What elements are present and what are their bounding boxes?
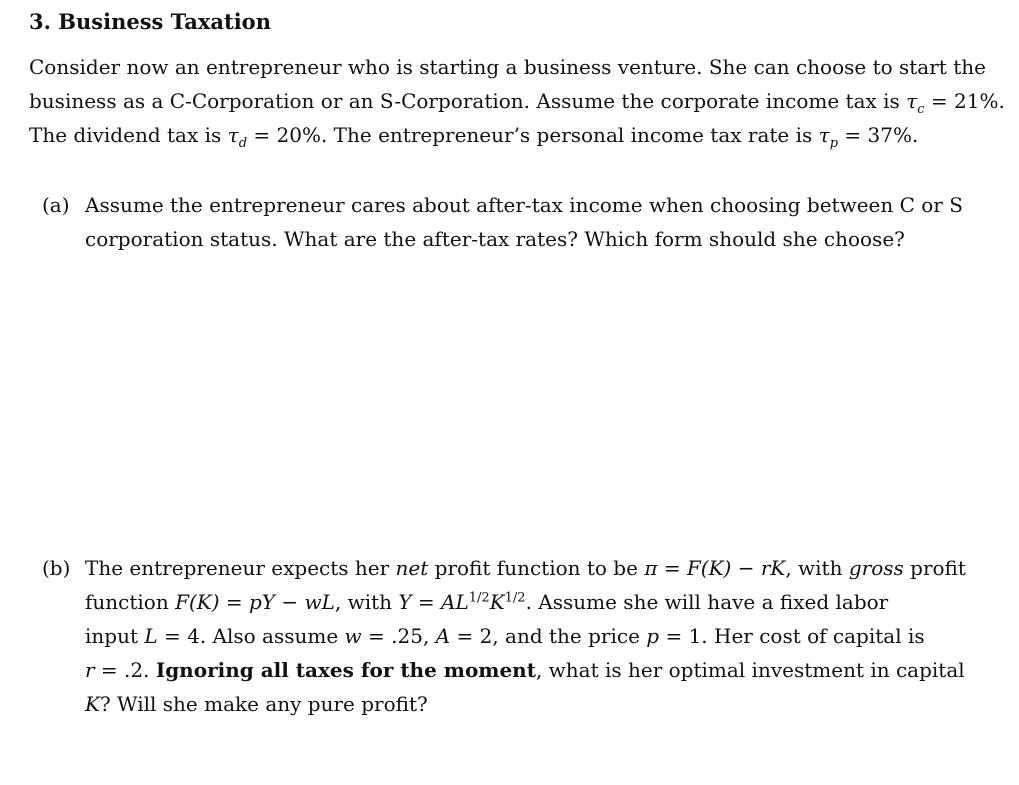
part-b-text: , with — [334, 590, 399, 614]
section-title: Business Taxation — [58, 9, 271, 34]
capital-symbol: K — [489, 590, 505, 614]
net-emphasis: net — [395, 556, 429, 580]
part-b-line-3 — [85, 619, 975, 653]
part-b-line-5 — [85, 687, 975, 721]
section-heading — [29, 8, 271, 36]
part-a-line-1: Assume the entrepreneur cares about after-tax income when choosing between C or S — [85, 193, 963, 217]
tau-p-subscript: p — [829, 136, 839, 151]
section-number: 3. — [29, 9, 51, 34]
part-b-text: input — [85, 624, 145, 648]
part-b-text: The entrepreneur expects her — [85, 556, 396, 580]
part-b-line-1 — [85, 551, 975, 585]
tau-p-symbol: $\tau_p$ — [818, 123, 839, 151]
labor-exponent: 1/2 — [468, 590, 490, 606]
ignoring-taxes-emphasis: Ignoring all taxes for the moment — [155, 658, 536, 682]
labor-symbol: L — [144, 624, 158, 648]
part-b-line-2 — [85, 585, 975, 619]
part-b-text: ? Will she make any pure profit? — [99, 692, 428, 716]
part-b-text: . Assume she will have a fixed labor — [525, 590, 889, 614]
part-b-text: , with — [785, 556, 849, 580]
capital-symbol: K — [85, 692, 100, 716]
tau-c-symbol: $\tau_c$ — [906, 89, 925, 117]
part-b-text: = 1. Her cost of capital is — [659, 624, 925, 648]
part-b-text: = 4. Also assume — [157, 624, 345, 648]
part-b-text: , what is her optimal investment in capital — [535, 658, 965, 682]
wage-symbol: w — [344, 624, 362, 648]
intro-line-1: Consider now an entrepreneur who is starting a business venture. She can choose to start the — [29, 55, 986, 79]
question-part-b — [42, 551, 975, 721]
intro-line-2 — [29, 84, 1005, 118]
part-b-line-4 — [85, 653, 975, 687]
part-b-body — [85, 551, 975, 721]
price-symbol: p — [646, 624, 660, 648]
part-a-line-2: corporation status. What are the after-tax rates? Which form should she choose? — [85, 227, 905, 251]
question-part-a — [42, 188, 975, 256]
part-b-text: = .25, — [361, 624, 436, 648]
production-function — [398, 590, 525, 614]
part-b-text: = 2, and the price — [450, 624, 647, 648]
intro-line-3-text: The dividend tax is — [29, 123, 228, 147]
tau-d-subscript: d — [238, 136, 248, 151]
tau-d-value: = 20%. The entrepreneur’s personal income tax rate is — [247, 123, 819, 147]
production-function-lhs: Y = AL — [398, 590, 469, 614]
part-b-text: profit — [903, 556, 966, 580]
gross-emphasis: gross — [848, 556, 904, 580]
part-b-label: (b) — [42, 556, 71, 580]
capital-exponent: 1/2 — [504, 590, 526, 606]
tau-d-symbol: $\tau_d$ — [227, 123, 248, 151]
part-b-text: function — [85, 590, 176, 614]
net-profit-equation: π = F(K) − rK — [644, 556, 786, 580]
part-a-body — [85, 188, 975, 256]
gross-profit-equation: F(K) = pY − wL — [175, 590, 335, 614]
tau-p-value: = 37%. — [838, 123, 919, 147]
tfp-symbol: A — [435, 624, 451, 648]
part-a-label: (a) — [42, 193, 70, 217]
tau-c-value: = 21%. — [924, 89, 1005, 113]
part-b-text: profit function to be — [428, 556, 645, 580]
intro-line-3 — [29, 118, 975, 152]
intro-paragraph — [29, 50, 1005, 152]
intro-line-2-text: business as a C-Corporation or an S-Corporation. Assume the corporate income tax is — [29, 89, 907, 113]
rate-symbol: r — [85, 658, 95, 682]
tau-c-subscript: c — [917, 102, 925, 117]
part-b-text: = .2. — [94, 658, 156, 682]
